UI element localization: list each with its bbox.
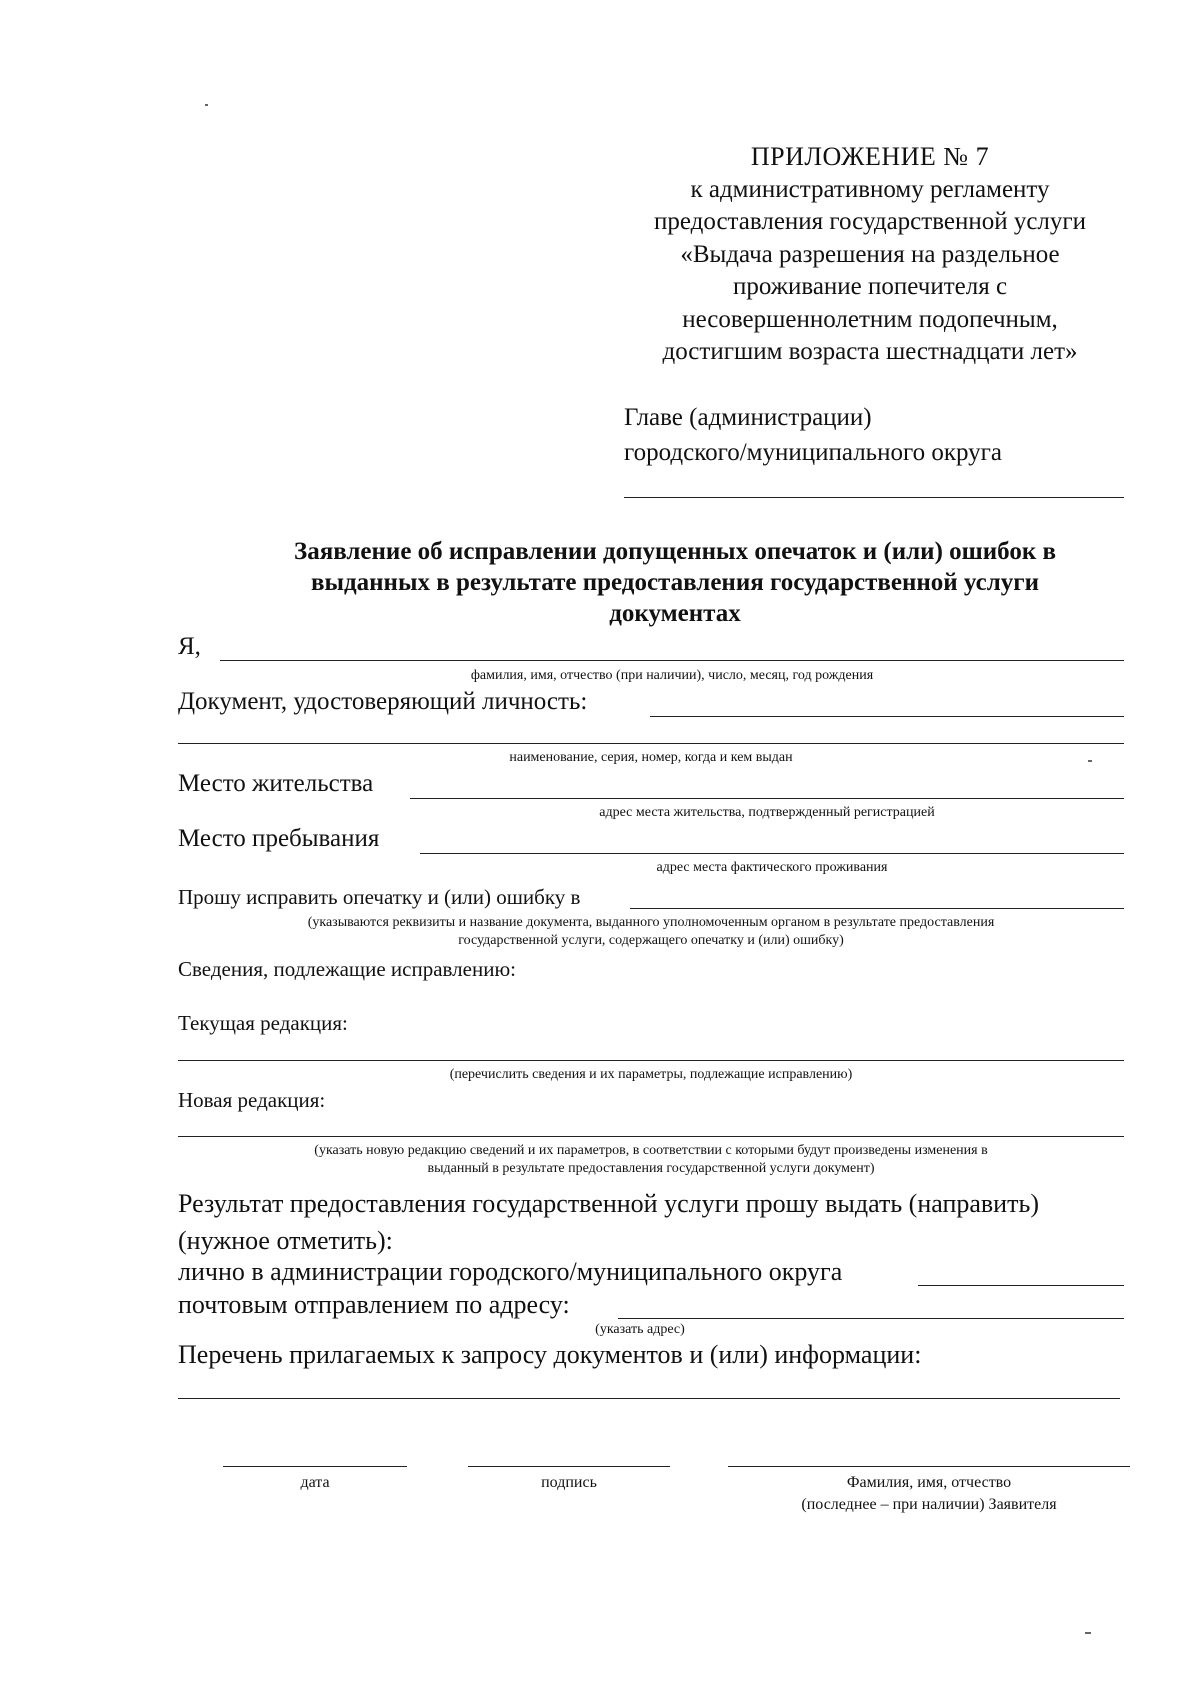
addressee (624, 400, 1002, 470)
id-document-hint: наименование, серия, номер, когда и кем выдан (509, 750, 793, 765)
current-version-label: Текущая редакция: (178, 1011, 348, 1035)
applicant-name-caption (728, 1472, 1130, 1516)
id-document-field-continued[interactable] (178, 743, 1124, 744)
current-version-field[interactable] (178, 1060, 1124, 1061)
fix-request-field[interactable] (630, 908, 1124, 909)
residence-field[interactable] (410, 798, 1124, 799)
applicant-name-caption-line-1: Фамилия, имя, отчество (846, 1474, 1012, 1491)
new-version-label: Новая редакция: (178, 1088, 326, 1112)
option-mail-field[interactable] (618, 1318, 1124, 1319)
new-version-field[interactable] (178, 1136, 1124, 1137)
date-field[interactable] (223, 1466, 407, 1467)
fix-request-hint (178, 914, 1124, 950)
attachments-field[interactable] (178, 1398, 1120, 1399)
result-delivery-label (178, 1185, 1039, 1259)
applicant-name-caption-line-2: (последнее – при наличии) Заявителя (801, 1496, 1057, 1513)
addressee-line-1: Главе (администрации) (624, 404, 872, 431)
option-in-person-field[interactable] (918, 1285, 1124, 1286)
addressee-line-2: городского/муниципального округа (624, 439, 1003, 466)
document-title-line-2: выданных в результате предоставления государственной услуги (310, 569, 1040, 596)
attachments-label: Перечень прилагаемых к запросу документов и (или) информации: (178, 1340, 922, 1369)
addressee-name-field[interactable] (624, 497, 1124, 498)
new-version-hint-line-1: (указать новую редакцию сведений и их параметров, в соответствии с которыми будут произведены изменения в (314, 1143, 988, 1158)
signature-field[interactable] (468, 1466, 670, 1467)
fix-request-hint-line-2: государственной услуги, содержащего опечатку и (или) ошибку) (458, 933, 844, 948)
result-delivery-line-1: Результат предоставления государственной услуги прошу выдать (направить) (178, 1189, 1039, 1218)
option-mail-hint: (указать адрес) (595, 1322, 685, 1337)
stay-place-hint: адрес места фактического проживания (656, 860, 888, 875)
stay-place-field[interactable] (420, 853, 1124, 854)
fix-request-label: Прошу исправить опечатку и (или) ошибку в (178, 885, 581, 909)
option-in-person-label: лично в администрации городского/муниципального округа (178, 1257, 843, 1286)
document-title (225, 536, 1125, 629)
appendix-line: проживание попечителя с (732, 273, 1008, 300)
appendix-line: «Выдача разрешения на раздельное (680, 240, 1060, 268)
signature-caption: подпись (541, 1474, 597, 1491)
current-version-hint: (перечислить сведения и их параметры, подлежащие исправлению) (449, 1067, 853, 1082)
result-delivery-line-2: (нужное отметить): (178, 1226, 393, 1255)
applicant-name-field[interactable] (728, 1466, 1130, 1467)
applicant-field[interactable] (220, 660, 1124, 661)
appendix-line: к административному регламенту (690, 175, 1050, 203)
appendix-line: предоставления государственной услуги (653, 208, 1087, 235)
scan-speck (1085, 1632, 1091, 1634)
document-title-line-3: документах (609, 600, 741, 627)
residence-label: Место жительства (178, 770, 374, 797)
id-document-field[interactable] (650, 716, 1124, 717)
applicant-label: Я, (178, 633, 201, 660)
stay-place-label: Место пребывания (178, 825, 380, 852)
id-document-label: Документ, удостоверяющий личность: (178, 688, 588, 715)
document-title-line-1: Заявление об исправлении допущенных опечаток и (или) ошибок в (294, 538, 1056, 565)
scan-speck (205, 104, 208, 106)
appendix-line: несовершеннолетним подопечным, (682, 305, 1058, 333)
applicant-hint: фамилия, имя, отчество (при наличии), число, месяц, год рождения (470, 668, 874, 683)
option-mail-label: почтовым отправлением по адресу: (178, 1290, 570, 1319)
fix-request-hint-line-1: (указываются реквизиты и название документа, выданного уполномоченным органом в результате предоставления (307, 915, 995, 930)
new-version-hint (178, 1142, 1124, 1178)
correction-info-label: Сведения, подлежащие исправлению: (178, 957, 516, 981)
appendix-line: достигшим возраста шестнадцати лет» (662, 338, 1078, 365)
residence-hint: адрес места жительства, подтвержденный регистрацией (599, 805, 935, 820)
date-caption: дата (300, 1474, 330, 1491)
appendix-title: ПРИЛОЖЕНИЕ № 7 (750, 142, 990, 171)
new-version-hint-line-2: выданный в результате предоставления государственной услуги документ) (427, 1161, 875, 1176)
appendix-header (620, 141, 1120, 369)
